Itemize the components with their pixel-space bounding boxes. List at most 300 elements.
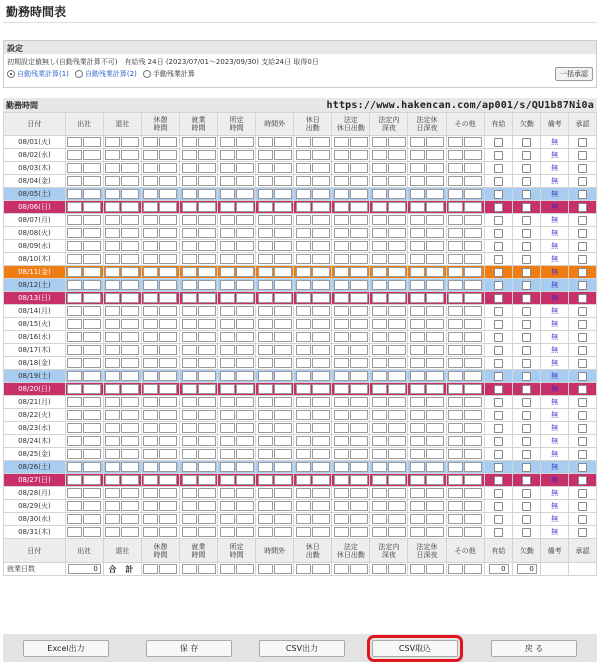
legal-holiday-night-hours-input[interactable] — [410, 176, 425, 186]
overtime-hours-input[interactable] — [258, 189, 273, 199]
break-time-hours-input[interactable] — [143, 241, 158, 251]
legal-night-minutes-input[interactable] — [388, 319, 406, 329]
break-time-hours-input[interactable] — [143, 254, 158, 264]
overtime-hours-input[interactable] — [258, 150, 273, 160]
other-hours-input[interactable] — [448, 254, 463, 264]
legal-holiday-night-minutes-input[interactable] — [426, 449, 444, 459]
paid-leave-checkbox[interactable] — [494, 151, 503, 160]
other-hours-input[interactable] — [448, 189, 463, 199]
overtime-minutes-input[interactable] — [274, 488, 292, 498]
break-time-hours-input[interactable] — [143, 293, 158, 303]
work-time-minutes-input[interactable] — [198, 475, 216, 485]
clock-in-hours-input[interactable] — [67, 202, 82, 212]
legal-night-minutes-input[interactable] — [388, 488, 406, 498]
break-time-hours-input[interactable] — [143, 306, 158, 316]
work-time-hours-input[interactable] — [182, 449, 197, 459]
clock-out-minutes-input[interactable] — [121, 150, 139, 160]
legal-holiday-night-hours-input[interactable] — [410, 293, 425, 303]
legal-holiday-work-hours-input[interactable] — [334, 176, 349, 186]
clock-in-hours-input[interactable] — [67, 293, 82, 303]
scheduled-time-hours-input[interactable] — [220, 384, 235, 394]
clock-in-hours-input[interactable] — [67, 514, 82, 524]
absence-checkbox[interactable] — [522, 450, 531, 459]
break-time-hours-input[interactable] — [143, 423, 158, 433]
overtime-minutes-input[interactable] — [274, 293, 292, 303]
holiday-work-hours-input[interactable] — [296, 293, 311, 303]
other-minutes-input[interactable] — [464, 358, 482, 368]
break-time-hours-input[interactable] — [143, 150, 158, 160]
remarks-icon[interactable]: 無 — [551, 177, 559, 185]
absence-checkbox[interactable] — [522, 242, 531, 251]
scheduled-time-hours-input[interactable] — [220, 163, 235, 173]
scheduled-time-minutes-input[interactable] — [236, 176, 254, 186]
remarks-icon[interactable]: 無 — [551, 320, 559, 328]
overtime-minutes-input[interactable] — [274, 345, 292, 355]
break-time-hours-input[interactable] — [143, 345, 158, 355]
clock-out-hours-input[interactable] — [105, 488, 120, 498]
remarks-icon[interactable]: 無 — [551, 346, 559, 354]
other-minutes-input[interactable] — [464, 241, 482, 251]
overtime-minutes-input[interactable] — [274, 527, 292, 537]
clock-in-minutes-input[interactable] — [83, 527, 101, 537]
clock-out-minutes-input[interactable] — [121, 488, 139, 498]
legal-holiday-night-hours-input[interactable] — [410, 358, 425, 368]
clock-in-minutes-input[interactable] — [83, 332, 101, 342]
radio-auto-calc-2[interactable] — [75, 70, 83, 78]
overtime-hours-input[interactable] — [258, 527, 273, 537]
legal-holiday-work-hours-input[interactable] — [334, 475, 349, 485]
legal-holiday-work-minutes-input[interactable] — [350, 345, 368, 355]
legal-holiday-night-minutes-input[interactable] — [426, 137, 444, 147]
absence-checkbox[interactable] — [522, 502, 531, 511]
break-time-hours-input[interactable] — [143, 319, 158, 329]
absence-checkbox[interactable] — [522, 320, 531, 329]
legal-holiday-night-minutes-input[interactable] — [426, 228, 444, 238]
remarks-icon[interactable]: 無 — [551, 424, 559, 432]
approval-checkbox[interactable] — [578, 489, 587, 498]
clock-in-minutes-input[interactable] — [83, 384, 101, 394]
paid-leave-checkbox[interactable] — [494, 515, 503, 524]
clock-in-minutes-input[interactable] — [83, 280, 101, 290]
holiday-work-hours-input[interactable] — [296, 397, 311, 407]
legal-holiday-work-minutes-input[interactable] — [350, 150, 368, 160]
absence-checkbox[interactable] — [522, 372, 531, 381]
work-time-minutes-input[interactable] — [198, 410, 216, 420]
work-time-hours-input[interactable] — [182, 397, 197, 407]
remarks-icon[interactable]: 無 — [551, 359, 559, 367]
legal-holiday-work-minutes-input[interactable] — [350, 423, 368, 433]
overtime-hours-input[interactable] — [258, 501, 273, 511]
absence-checkbox[interactable] — [522, 307, 531, 316]
clock-in-hours-input[interactable] — [67, 410, 82, 420]
clock-out-hours-input[interactable] — [105, 332, 120, 342]
legal-holiday-night-minutes-input[interactable] — [426, 436, 444, 446]
other-minutes-input[interactable] — [464, 293, 482, 303]
paid-leave-checkbox[interactable] — [494, 398, 503, 407]
legal-holiday-work-hours-input[interactable] — [334, 371, 349, 381]
holiday-work-minutes-input[interactable] — [312, 215, 330, 225]
work-time-minutes-input[interactable] — [198, 514, 216, 524]
overtime-minutes-input[interactable] — [274, 514, 292, 524]
overtime-minutes-input[interactable] — [274, 267, 292, 277]
work-time-minutes-input[interactable] — [198, 306, 216, 316]
legal-holiday-night-hours-input[interactable] — [410, 462, 425, 472]
legal-night-hours-input[interactable] — [372, 137, 387, 147]
radio-manual-calc[interactable] — [143, 70, 151, 78]
legal-night-minutes-input[interactable] — [388, 475, 406, 485]
break-time-minutes-input[interactable] — [159, 514, 177, 524]
legal-holiday-work-minutes-input[interactable] — [350, 501, 368, 511]
clock-out-hours-input[interactable] — [105, 202, 120, 212]
legal-holiday-work-minutes-input[interactable] — [350, 449, 368, 459]
other-minutes-input[interactable] — [464, 228, 482, 238]
absence-checkbox[interactable] — [522, 203, 531, 212]
clock-out-minutes-input[interactable] — [121, 267, 139, 277]
clock-out-minutes-input[interactable] — [121, 475, 139, 485]
legal-night-minutes-input[interactable] — [388, 228, 406, 238]
other-minutes-input[interactable] — [464, 514, 482, 524]
other-hours-input[interactable] — [448, 215, 463, 225]
scheduled-time-hours-input[interactable] — [220, 228, 235, 238]
legal-holiday-night-minutes-input[interactable] — [426, 423, 444, 433]
holiday-work-hours-input[interactable] — [296, 410, 311, 420]
paid-leave-checkbox[interactable] — [494, 294, 503, 303]
overtime-minutes-input[interactable] — [274, 475, 292, 485]
scheduled-time-hours-input[interactable] — [220, 358, 235, 368]
overtime-hours-input[interactable] — [258, 202, 273, 212]
legal-holiday-night-minutes-input[interactable] — [426, 475, 444, 485]
other-hours-input[interactable] — [448, 202, 463, 212]
work-time-hours-input[interactable] — [182, 306, 197, 316]
other-minutes-input[interactable] — [464, 397, 482, 407]
radio-auto-calc-1[interactable] — [7, 70, 15, 78]
legal-holiday-night-minutes-input[interactable] — [426, 371, 444, 381]
remarks-icon[interactable]: 無 — [551, 515, 559, 523]
break-time-minutes-input[interactable] — [159, 397, 177, 407]
work-time-minutes-input[interactable] — [198, 449, 216, 459]
clock-in-hours-input[interactable] — [67, 280, 82, 290]
legal-night-minutes-input[interactable] — [388, 527, 406, 537]
other-hours-input[interactable] — [448, 345, 463, 355]
overtime-minutes-input[interactable] — [274, 397, 292, 407]
holiday-work-hours-input[interactable] — [296, 371, 311, 381]
scheduled-time-minutes-input[interactable] — [236, 527, 254, 537]
other-hours-input[interactable] — [448, 488, 463, 498]
holiday-work-hours-input[interactable] — [296, 436, 311, 446]
approval-checkbox[interactable] — [578, 346, 587, 355]
clock-out-hours-input[interactable] — [105, 228, 120, 238]
overtime-minutes-input[interactable] — [274, 280, 292, 290]
legal-night-hours-input[interactable] — [372, 501, 387, 511]
clock-in-hours-input[interactable] — [67, 241, 82, 251]
legal-night-hours-input[interactable] — [372, 488, 387, 498]
break-time-minutes-input[interactable] — [159, 462, 177, 472]
holiday-work-hours-input[interactable] — [296, 514, 311, 524]
approval-checkbox[interactable] — [578, 203, 587, 212]
work-time-minutes-input[interactable] — [198, 423, 216, 433]
break-time-minutes-input[interactable] — [159, 241, 177, 251]
scheduled-time-minutes-input[interactable] — [236, 137, 254, 147]
approval-checkbox[interactable] — [578, 190, 587, 199]
break-time-minutes-input[interactable] — [159, 150, 177, 160]
holiday-work-minutes-input[interactable] — [312, 306, 330, 316]
legal-holiday-night-hours-input[interactable] — [410, 423, 425, 433]
overtime-minutes-input[interactable] — [274, 423, 292, 433]
work-time-minutes-input[interactable] — [198, 345, 216, 355]
clock-out-hours-input[interactable] — [105, 423, 120, 433]
break-time-hours-input[interactable] — [143, 475, 158, 485]
legal-holiday-night-minutes-input[interactable] — [426, 514, 444, 524]
clock-in-minutes-input[interactable] — [83, 423, 101, 433]
paid-leave-checkbox[interactable] — [494, 476, 503, 485]
approval-checkbox[interactable] — [578, 281, 587, 290]
legal-holiday-night-minutes-input[interactable] — [426, 319, 444, 329]
other-hours-input[interactable] — [448, 306, 463, 316]
paid-leave-checkbox[interactable] — [494, 463, 503, 472]
clock-in-hours-input[interactable] — [67, 462, 82, 472]
work-time-minutes-input[interactable] — [198, 527, 216, 537]
break-time-hours-input[interactable] — [143, 462, 158, 472]
scheduled-time-minutes-input[interactable] — [236, 475, 254, 485]
remarks-icon[interactable]: 無 — [551, 268, 559, 276]
approval-checkbox[interactable] — [578, 255, 587, 264]
legal-holiday-work-minutes-input[interactable] — [350, 254, 368, 264]
holiday-work-minutes-input[interactable] — [312, 475, 330, 485]
holiday-work-hours-input[interactable] — [296, 189, 311, 199]
work-time-hours-input[interactable] — [182, 358, 197, 368]
excel-export-button[interactable]: Excel出力 — [23, 640, 109, 657]
break-time-hours-input[interactable] — [143, 137, 158, 147]
clock-in-hours-input[interactable] — [67, 163, 82, 173]
clock-out-hours-input[interactable] — [105, 501, 120, 511]
clock-out-hours-input[interactable] — [105, 163, 120, 173]
overtime-minutes-input[interactable] — [274, 150, 292, 160]
csv-export-button[interactable]: CSV出力 — [259, 640, 345, 657]
scheduled-time-hours-input[interactable] — [220, 202, 235, 212]
scheduled-time-minutes-input[interactable] — [236, 462, 254, 472]
approval-checkbox[interactable] — [578, 268, 587, 277]
legal-holiday-night-hours-input[interactable] — [410, 267, 425, 277]
clock-out-minutes-input[interactable] — [121, 410, 139, 420]
work-time-hours-input[interactable] — [182, 475, 197, 485]
scheduled-time-minutes-input[interactable] — [236, 514, 254, 524]
work-time-hours-input[interactable] — [182, 436, 197, 446]
break-time-minutes-input[interactable] — [159, 163, 177, 173]
break-time-hours-input[interactable] — [143, 488, 158, 498]
absence-checkbox[interactable] — [522, 268, 531, 277]
legal-holiday-night-minutes-input[interactable] — [426, 397, 444, 407]
clock-out-hours-input[interactable] — [105, 280, 120, 290]
legal-night-minutes-input[interactable] — [388, 449, 406, 459]
legal-night-hours-input[interactable] — [372, 423, 387, 433]
absence-checkbox[interactable] — [522, 333, 531, 342]
clock-in-hours-input[interactable] — [67, 306, 82, 316]
overtime-hours-input[interactable] — [258, 397, 273, 407]
break-time-minutes-input[interactable] — [159, 449, 177, 459]
legal-night-minutes-input[interactable] — [388, 332, 406, 342]
clock-out-minutes-input[interactable] — [121, 436, 139, 446]
work-time-hours-input[interactable] — [182, 384, 197, 394]
legal-holiday-work-minutes-input[interactable] — [350, 488, 368, 498]
clock-in-minutes-input[interactable] — [83, 345, 101, 355]
clock-in-minutes-input[interactable] — [83, 358, 101, 368]
holiday-work-hours-input[interactable] — [296, 488, 311, 498]
scheduled-time-minutes-input[interactable] — [236, 228, 254, 238]
other-minutes-input[interactable] — [464, 345, 482, 355]
clock-in-hours-input[interactable] — [67, 267, 82, 277]
clock-out-hours-input[interactable] — [105, 293, 120, 303]
holiday-work-minutes-input[interactable] — [312, 176, 330, 186]
work-time-minutes-input[interactable] — [198, 371, 216, 381]
break-time-hours-input[interactable] — [143, 514, 158, 524]
legal-holiday-night-hours-input[interactable] — [410, 345, 425, 355]
overtime-hours-input[interactable] — [258, 267, 273, 277]
approval-checkbox[interactable] — [578, 372, 587, 381]
overtime-minutes-input[interactable] — [274, 215, 292, 225]
legal-holiday-work-hours-input[interactable] — [334, 202, 349, 212]
scheduled-time-minutes-input[interactable] — [236, 410, 254, 420]
other-hours-input[interactable] — [448, 150, 463, 160]
legal-holiday-night-minutes-input[interactable] — [426, 202, 444, 212]
legal-holiday-work-hours-input[interactable] — [334, 280, 349, 290]
legal-holiday-night-hours-input[interactable] — [410, 514, 425, 524]
legal-holiday-night-hours-input[interactable] — [410, 163, 425, 173]
legal-night-hours-input[interactable] — [372, 228, 387, 238]
overtime-hours-input[interactable] — [258, 436, 273, 446]
legal-holiday-night-hours-input[interactable] — [410, 137, 425, 147]
scheduled-time-hours-input[interactable] — [220, 280, 235, 290]
clock-out-minutes-input[interactable] — [121, 462, 139, 472]
scheduled-time-minutes-input[interactable] — [236, 280, 254, 290]
approval-checkbox[interactable] — [578, 177, 587, 186]
break-time-minutes-input[interactable] — [159, 371, 177, 381]
clock-out-hours-input[interactable] — [105, 189, 120, 199]
clock-in-hours-input[interactable] — [67, 527, 82, 537]
approval-checkbox[interactable] — [578, 528, 587, 537]
clock-out-minutes-input[interactable] — [121, 163, 139, 173]
legal-holiday-night-hours-input[interactable] — [410, 501, 425, 511]
legal-night-hours-input[interactable] — [372, 293, 387, 303]
clock-in-minutes-input[interactable] — [83, 202, 101, 212]
scheduled-time-minutes-input[interactable] — [236, 319, 254, 329]
holiday-work-minutes-input[interactable] — [312, 384, 330, 394]
holiday-work-minutes-input[interactable] — [312, 514, 330, 524]
break-time-hours-input[interactable] — [143, 215, 158, 225]
radio-manual-calc-label[interactable]: 手動残業計算 — [152, 70, 195, 78]
clock-out-hours-input[interactable] — [105, 150, 120, 160]
paid-leave-checkbox[interactable] — [494, 333, 503, 342]
overtime-hours-input[interactable] — [258, 449, 273, 459]
scheduled-time-hours-input[interactable] — [220, 475, 235, 485]
absence-checkbox[interactable] — [522, 177, 531, 186]
overtime-minutes-input[interactable] — [274, 371, 292, 381]
overtime-minutes-input[interactable] — [274, 384, 292, 394]
legal-holiday-work-minutes-input[interactable] — [350, 527, 368, 537]
other-hours-input[interactable] — [448, 501, 463, 511]
clock-out-hours-input[interactable] — [105, 176, 120, 186]
clock-out-minutes-input[interactable] — [121, 319, 139, 329]
remarks-icon[interactable]: 無 — [551, 502, 559, 510]
overtime-minutes-input[interactable] — [274, 228, 292, 238]
paid-leave-checkbox[interactable] — [494, 268, 503, 277]
legal-holiday-work-minutes-input[interactable] — [350, 228, 368, 238]
legal-holiday-work-minutes-input[interactable] — [350, 306, 368, 316]
overtime-minutes-input[interactable] — [274, 176, 292, 186]
overtime-hours-input[interactable] — [258, 384, 273, 394]
break-time-hours-input[interactable] — [143, 163, 158, 173]
legal-holiday-work-hours-input[interactable] — [334, 137, 349, 147]
legal-holiday-night-minutes-input[interactable] — [426, 241, 444, 251]
legal-night-hours-input[interactable] — [372, 267, 387, 277]
paid-leave-checkbox[interactable] — [494, 177, 503, 186]
break-time-hours-input[interactable] — [143, 436, 158, 446]
remarks-icon[interactable]: 無 — [551, 216, 559, 224]
remarks-icon[interactable]: 無 — [551, 489, 559, 497]
legal-holiday-night-hours-input[interactable] — [410, 280, 425, 290]
legal-holiday-night-minutes-input[interactable] — [426, 306, 444, 316]
overtime-hours-input[interactable] — [258, 488, 273, 498]
holiday-work-minutes-input[interactable] — [312, 423, 330, 433]
other-minutes-input[interactable] — [464, 267, 482, 277]
remarks-icon[interactable]: 無 — [551, 476, 559, 484]
holiday-work-minutes-input[interactable] — [312, 202, 330, 212]
legal-night-minutes-input[interactable] — [388, 189, 406, 199]
clock-in-minutes-input[interactable] — [83, 137, 101, 147]
break-time-minutes-input[interactable] — [159, 319, 177, 329]
scheduled-time-hours-input[interactable] — [220, 254, 235, 264]
work-time-minutes-input[interactable] — [198, 241, 216, 251]
scheduled-time-minutes-input[interactable] — [236, 436, 254, 446]
absence-checkbox[interactable] — [522, 151, 531, 160]
clock-in-hours-input[interactable] — [67, 176, 82, 186]
remarks-icon[interactable]: 無 — [551, 333, 559, 341]
clock-out-minutes-input[interactable] — [121, 384, 139, 394]
work-time-hours-input[interactable] — [182, 228, 197, 238]
paid-leave-checkbox[interactable] — [494, 320, 503, 329]
clock-in-minutes-input[interactable] — [83, 267, 101, 277]
overtime-hours-input[interactable] — [258, 319, 273, 329]
legal-night-hours-input[interactable] — [372, 189, 387, 199]
remarks-icon[interactable]: 無 — [551, 281, 559, 289]
clock-in-minutes-input[interactable] — [83, 306, 101, 316]
clock-in-minutes-input[interactable] — [83, 514, 101, 524]
overtime-hours-input[interactable] — [258, 280, 273, 290]
overtime-hours-input[interactable] — [258, 345, 273, 355]
legal-night-minutes-input[interactable] — [388, 241, 406, 251]
work-time-hours-input[interactable] — [182, 241, 197, 251]
holiday-work-hours-input[interactable] — [296, 176, 311, 186]
overtime-minutes-input[interactable] — [274, 306, 292, 316]
remarks-icon[interactable]: 無 — [551, 229, 559, 237]
approval-checkbox[interactable] — [578, 138, 587, 147]
legal-holiday-work-minutes-input[interactable] — [350, 462, 368, 472]
holiday-work-hours-input[interactable] — [296, 475, 311, 485]
legal-holiday-night-minutes-input[interactable] — [426, 254, 444, 264]
work-time-minutes-input[interactable] — [198, 397, 216, 407]
break-time-hours-input[interactable] — [143, 176, 158, 186]
work-time-hours-input[interactable] — [182, 150, 197, 160]
clock-out-hours-input[interactable] — [105, 436, 120, 446]
overtime-hours-input[interactable] — [258, 306, 273, 316]
legal-holiday-work-hours-input[interactable] — [334, 488, 349, 498]
scheduled-time-minutes-input[interactable] — [236, 332, 254, 342]
remarks-icon[interactable]: 無 — [551, 450, 559, 458]
legal-night-minutes-input[interactable] — [388, 150, 406, 160]
approval-checkbox[interactable] — [578, 515, 587, 524]
clock-in-minutes-input[interactable] — [83, 241, 101, 251]
paid-leave-checkbox[interactable] — [494, 203, 503, 212]
legal-holiday-night-minutes-input[interactable] — [426, 215, 444, 225]
